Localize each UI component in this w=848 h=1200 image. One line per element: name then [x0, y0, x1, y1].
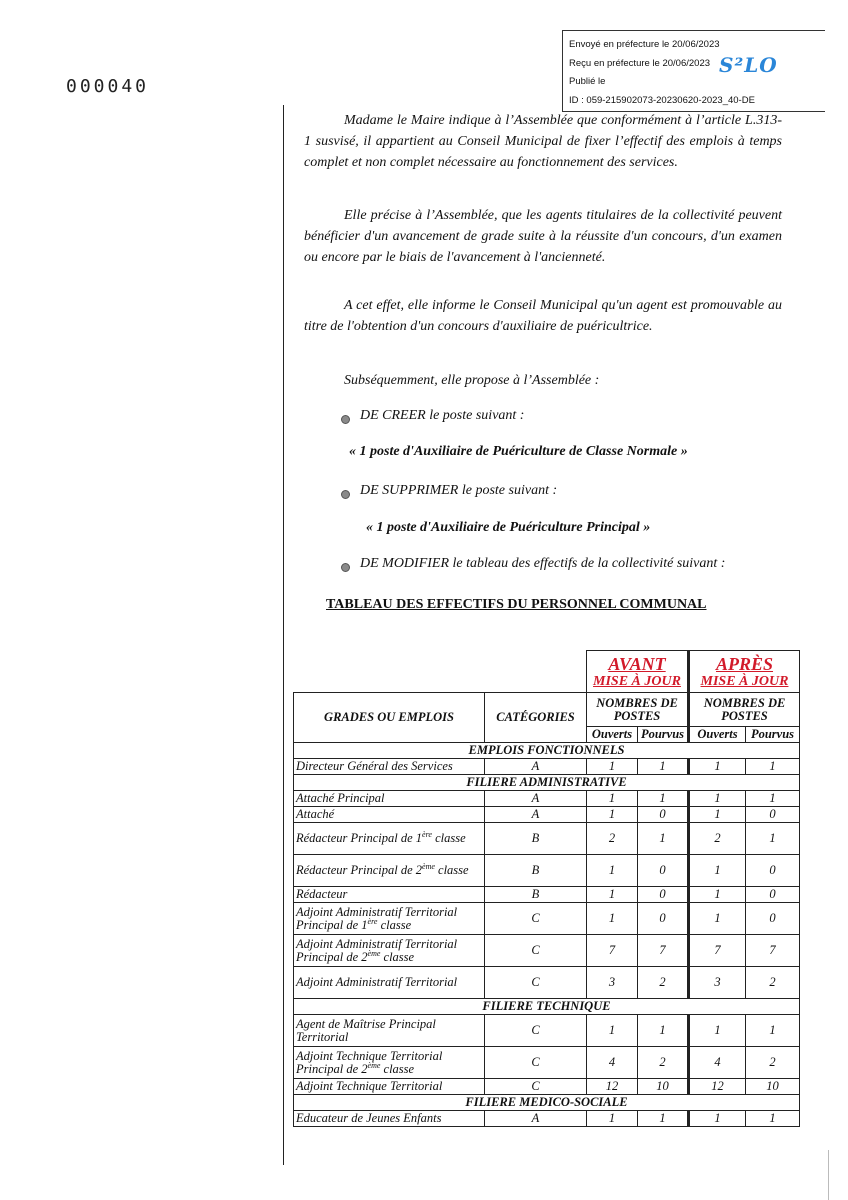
- paragraph-1: Madame le Maire indique à l’Assemblée que conformément à l’article L.313-1 susvisé, il appartient au Conseil Municipal de fixer l’effectif des emplois à temps complet et non complet nécessaire au fonctionnement des services.: [304, 113, 782, 170]
- effectifs-table: [293, 650, 800, 1127]
- stamp-received: Reçu en préfecture le 20/06/2023: [569, 58, 711, 69]
- avant-pourvus-cell: 7: [638, 935, 689, 967]
- avant-pourvus-cell: 1: [638, 823, 689, 855]
- category-cell: C: [485, 1079, 587, 1095]
- section-title: FILIERE TECHNIQUE: [294, 999, 800, 1015]
- avant-ouverts-cell: 1: [587, 887, 638, 903]
- apres-ouverts-cell: 1: [689, 759, 746, 775]
- avant-pourvus-cell: 1: [638, 1111, 689, 1127]
- item-delete-post: « 1 poste d'Auxiliaire de Puériculture Principal »: [366, 520, 651, 535]
- apres-pourvus-cell: 0: [746, 887, 800, 903]
- category-cell: B: [485, 823, 587, 855]
- avant-ouverts: Ouverts: [587, 727, 638, 743]
- apres-nombres: NOMBRES DE POSTES: [689, 693, 800, 727]
- category-cell: C: [485, 903, 587, 935]
- avant-ouverts-cell: 1: [587, 903, 638, 935]
- avant-pourvus-cell: 0: [638, 855, 689, 887]
- col-categories: CATÉGORIES: [485, 693, 587, 743]
- section-row: [294, 1095, 800, 1111]
- item-delete: DE SUPPRIMER le poste suivant :: [360, 483, 558, 498]
- apres-label: APRÈS: [715, 653, 774, 674]
- apres-pourvus-cell: 0: [746, 855, 800, 887]
- apres-pourvus-cell: 0: [746, 903, 800, 935]
- avant-pourvus-cell: 1: [638, 791, 689, 807]
- paragraph-2: Elle précise à l’Assemblée, que les agents titulaires de la collectivité peuvent bénéficier d'un avancement de grade suite à la réussite d'un concours, d'un examen ou encore par le biais de l'avancement à l'ancienneté.: [304, 208, 782, 265]
- section-title: EMPLOIS FONCTIONNELS: [294, 743, 800, 759]
- apres-pourvus-cell: 0: [746, 807, 800, 823]
- category-cell: B: [485, 887, 587, 903]
- apres-ouverts-cell: 4: [689, 1047, 746, 1079]
- section-row: [294, 775, 800, 791]
- bullet-icon: [341, 563, 350, 572]
- table-row: [294, 935, 800, 967]
- avant-ouverts-cell: 7: [587, 935, 638, 967]
- apres-pourvus-cell: 1: [746, 1111, 800, 1127]
- avant-ouverts-cell: 2: [587, 823, 638, 855]
- apres-pourvus-cell: 1: [746, 759, 800, 775]
- avant-pourvus-cell: 1: [638, 1015, 689, 1047]
- grade-cell: Rédacteur: [294, 887, 485, 903]
- grade-cell: Adjoint Technique Territorial Principal de 2ème classe: [294, 1047, 485, 1079]
- avant-ouverts-cell: 1: [587, 791, 638, 807]
- table-header-row: [294, 651, 800, 693]
- table-row: [294, 967, 800, 999]
- avant-ouverts-cell: 1: [587, 759, 638, 775]
- grade-cell: Agent de Maîtrise Principal Territorial: [294, 1015, 485, 1047]
- apres-pourvus-cell: 2: [746, 1047, 800, 1079]
- table-row: [294, 1047, 800, 1079]
- avant-header: [587, 651, 689, 693]
- stamp-published: Publié le: [569, 76, 606, 87]
- category-cell: C: [485, 935, 587, 967]
- avant-pourvus-cell: 1: [638, 759, 689, 775]
- grade-cell: Attaché Principal: [294, 791, 485, 807]
- avant-ouverts-cell: 12: [587, 1079, 638, 1095]
- apres-ouverts-cell: 1: [689, 791, 746, 807]
- grade-cell: Educateur de Jeunes Enfants: [294, 1111, 485, 1127]
- table-row: [294, 887, 800, 903]
- table-row: [294, 791, 800, 807]
- apres-pourvus-cell: 7: [746, 935, 800, 967]
- stamp-id: ID : 059-215902073-20230620-2023_40-DE: [569, 95, 755, 106]
- category-cell: C: [485, 1015, 587, 1047]
- avant-label: AVANT: [608, 653, 666, 674]
- avant-ouverts-cell: 1: [587, 1111, 638, 1127]
- prefecture-stamp: [562, 30, 825, 112]
- apres-ouverts-cell: 1: [689, 887, 746, 903]
- col-grades: GRADES OU EMPLOIS: [294, 693, 485, 743]
- grade-cell: Rédacteur Principal de 2ème classe: [294, 855, 485, 887]
- table-row: [294, 1015, 800, 1047]
- table-row: [294, 855, 800, 887]
- apres-mise-a-jour: MISE À JOUR: [700, 673, 789, 689]
- item-modify: DE MODIFIER le tableau des effectifs de la collectivité suivant :: [360, 556, 726, 571]
- avant-pourvus-cell: 0: [638, 807, 689, 823]
- avant-pourvus-cell: 2: [638, 967, 689, 999]
- section-title: FILIERE ADMINISTRATIVE: [294, 775, 800, 791]
- avant-ouverts-cell: 4: [587, 1047, 638, 1079]
- apres-ouverts-cell: 2: [689, 823, 746, 855]
- section-row: [294, 743, 800, 759]
- apres-ouverts-cell: 7: [689, 935, 746, 967]
- apres-pourvus-cell: 10: [746, 1079, 800, 1095]
- table-row: [294, 1079, 800, 1095]
- category-cell: A: [485, 791, 587, 807]
- apres-pourvus-cell: 1: [746, 823, 800, 855]
- avant-ouverts-cell: 1: [587, 807, 638, 823]
- apres-ouverts-cell: 3: [689, 967, 746, 999]
- apres-ouverts-cell: 1: [689, 1111, 746, 1127]
- avant-nombres: NOMBRES DE POSTES: [587, 693, 689, 727]
- category-cell: C: [485, 967, 587, 999]
- grade-cell: Directeur Général des Services: [294, 759, 485, 775]
- table-row: [294, 823, 800, 855]
- bullet-icon: [341, 490, 350, 499]
- category-cell: A: [485, 1111, 587, 1127]
- avant-pourvus-cell: 0: [638, 903, 689, 935]
- category-cell: A: [485, 807, 587, 823]
- category-cell: A: [485, 759, 587, 775]
- apres-pourvus: Pourvus: [746, 727, 800, 743]
- avant-ouverts-cell: 1: [587, 1015, 638, 1047]
- table-title: TABLEAU DES EFFECTIFS DU PERSONNEL COMMUNAL: [326, 597, 707, 612]
- apres-ouverts-cell: 1: [689, 1015, 746, 1047]
- avant-ouverts-cell: 3: [587, 967, 638, 999]
- apres-ouverts-cell: 1: [689, 855, 746, 887]
- margin-line: [283, 105, 284, 1165]
- edge-line: [828, 1150, 829, 1200]
- avant-pourvus: Pourvus: [638, 727, 689, 743]
- apres-ouverts-cell: 1: [689, 807, 746, 823]
- paragraph-4: Subséquemment, elle propose à l’Assemblée :: [344, 373, 600, 388]
- apres-header: [689, 651, 800, 693]
- table-header-row: [294, 693, 800, 727]
- avant-pourvus-cell: 0: [638, 887, 689, 903]
- category-cell: C: [485, 1047, 587, 1079]
- avant-pourvus-cell: 2: [638, 1047, 689, 1079]
- avant-pourvus-cell: 10: [638, 1079, 689, 1095]
- s2lo-signature-mark: S²LO: [719, 53, 778, 77]
- grade-cell: Rédacteur Principal de 1ère classe: [294, 823, 485, 855]
- avant-mise-a-jour: MISE À JOUR: [593, 673, 681, 689]
- table-row: [294, 759, 800, 775]
- grade-cell: Adjoint Administratif Territorial Principal de 2ème classe: [294, 935, 485, 967]
- grade-cell: Adjoint Administratif Territorial Principal de 1ère classe: [294, 903, 485, 935]
- apres-ouverts-cell: 1: [689, 903, 746, 935]
- category-cell: B: [485, 855, 587, 887]
- apres-pourvus-cell: 1: [746, 791, 800, 807]
- table-row: [294, 1111, 800, 1127]
- bullet-icon: [341, 415, 350, 424]
- apres-ouverts-cell: 12: [689, 1079, 746, 1095]
- item-create: DE CREER le poste suivant :: [360, 408, 525, 423]
- apres-ouverts: Ouverts: [689, 727, 746, 743]
- grade-cell: Attaché: [294, 807, 485, 823]
- stamp-sent: Envoyé en préfecture le 20/06/2023: [569, 39, 720, 50]
- table-row: [294, 807, 800, 823]
- section-row: [294, 999, 800, 1015]
- grade-cell: Adjoint Technique Territorial: [294, 1079, 485, 1095]
- apres-pourvus-cell: 1: [746, 1015, 800, 1047]
- page-number: 000040: [66, 76, 150, 97]
- avant-ouverts-cell: 1: [587, 855, 638, 887]
- section-title: FILIERE MEDICO-SOCIALE: [294, 1095, 800, 1111]
- grade-cell: Adjoint Administratif Territorial: [294, 967, 485, 999]
- apres-pourvus-cell: 2: [746, 967, 800, 999]
- table-row: [294, 903, 800, 935]
- paragraph-3: A cet effet, elle informe le Conseil Municipal qu'un agent est promouvable au titre de l'obtention d'un concours d'auxiliaire de puéricultrice.: [304, 298, 782, 334]
- item-create-post: « 1 poste d'Auxiliaire de Puériculture de Classe Normale »: [349, 444, 688, 459]
